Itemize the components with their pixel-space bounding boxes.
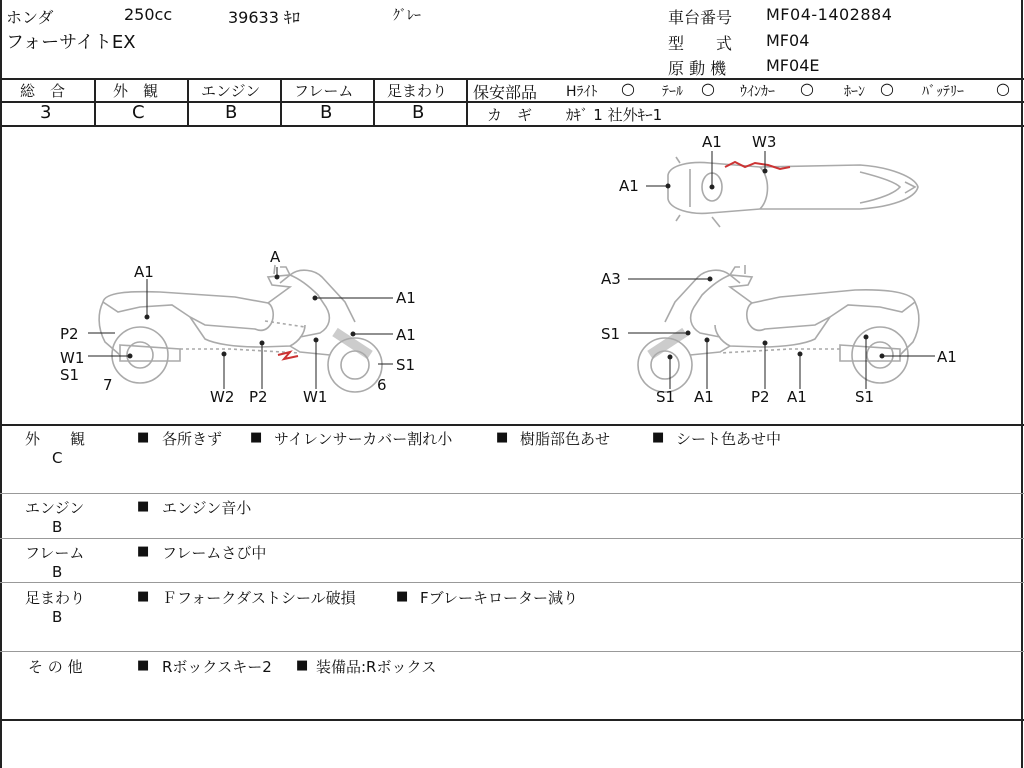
frame-no-label: 車台番号: [668, 8, 733, 27]
remark-item: 各所きず: [162, 430, 223, 448]
engine-value: MF04E: [766, 56, 820, 75]
type-label: 型 式: [668, 34, 733, 53]
safety-mark-tail: ○: [701, 79, 715, 98]
safety-mark-horn: ○: [880, 79, 894, 98]
bullet-icon: ■: [137, 589, 150, 604]
bullet-icon: ■: [137, 430, 150, 445]
safety-item-headlight: Hﾗｲﾄ: [566, 84, 598, 100]
diag-label-left-s1-front: S1: [396, 356, 416, 374]
displacement: 250cc: [124, 5, 173, 24]
grade-header-overall: 総 合: [20, 82, 66, 100]
diag-label-right-s1-rear: S1: [855, 388, 875, 406]
remark-category-frame: フレーム: [25, 544, 85, 562]
leader-lines: [88, 151, 935, 389]
safety-label: 保安部品: [473, 83, 538, 102]
remark-category-engine: エンジン: [25, 499, 85, 517]
remark-item: サイレンサーカバー割れ小: [274, 430, 453, 448]
model-name: フォーサイトEX: [6, 32, 136, 53]
grade-header-frame: フレーム: [294, 82, 354, 100]
bullet-icon: ■: [296, 658, 309, 673]
safety-mark-headlight: ○: [621, 79, 635, 98]
safety-item-winker: ｳｲﾝｶｰ: [740, 84, 775, 100]
safety-item-horn: ﾎｰﾝ: [844, 84, 865, 100]
grade-header-exterior: 外 観: [113, 82, 159, 100]
diag-label-top-a1-front: A1: [619, 177, 639, 195]
grade-exterior: C: [132, 102, 145, 123]
remark-item: 樹脂部色あせ: [520, 430, 611, 448]
color: ｸﾞﾚｰ: [393, 8, 421, 24]
remark-grade-exterior: C: [52, 449, 63, 467]
grade-engine: B: [225, 102, 238, 123]
safety-mark-battery: ○: [996, 79, 1010, 98]
keys-value: ｶｷﾞ 1 社外ｷｰ1: [566, 106, 663, 124]
diag-label-left-a-mirror: A: [270, 248, 281, 266]
diag-label-right-a1-body: A1: [787, 388, 807, 406]
remark-grade-suspension: B: [52, 608, 63, 626]
diag-label-left-a1-cowl: A1: [396, 289, 416, 307]
remark-grade-frame: B: [52, 563, 63, 581]
remark-category-other: そ の 他: [28, 658, 83, 676]
diag-label-left-a1-front: A1: [396, 326, 416, 344]
diag-label-left-w1-muffler: W1: [60, 349, 85, 367]
remark-item: Fブレーキローター減り: [420, 589, 579, 607]
scooter-top-view: [668, 157, 918, 227]
remark-category-suspension: 足まわり: [25, 589, 86, 607]
type-value: MF04: [766, 31, 810, 50]
frame-no: MF04-1402884: [766, 5, 893, 24]
scooter-right-view: [638, 265, 919, 392]
remark-item: シート色あせ中: [676, 430, 782, 448]
remark-category-exterior: 外 観: [25, 430, 86, 448]
bullet-icon: ■: [496, 430, 509, 445]
bullet-icon: ■: [137, 544, 150, 559]
grade-frame: B: [320, 102, 333, 123]
diag-label-left-6: 6: [377, 376, 387, 394]
keys-label: カ ギ: [487, 106, 533, 124]
remark-item: 装備品:Rボックス: [316, 658, 437, 676]
diag-label-right-p2: P2: [751, 388, 770, 406]
diag-label-right-s1-front: S1: [656, 388, 676, 406]
remark-item: エンジン音小: [162, 499, 252, 517]
bullet-icon: ■: [396, 589, 409, 604]
diag-label-right-a1-rear: A1: [937, 348, 957, 366]
safety-mark-winker: ○: [800, 79, 814, 98]
safety-item-battery: ﾊﾞｯﾃﾘｰ: [922, 84, 964, 100]
diag-label-top-w3: W3: [752, 133, 777, 151]
diag-label-left-p2: P2: [60, 325, 79, 343]
safety-item-tail: ﾃｰﾙ: [662, 84, 683, 100]
bullet-icon: ■: [652, 430, 665, 445]
remark-item: フレームさび中: [162, 544, 267, 562]
diag-label-left-a1-seat: A1: [134, 263, 154, 281]
bullet-icon: ■: [137, 658, 150, 673]
scooter-left-view: [99, 265, 382, 392]
diag-label-right-s1-fork: S1: [601, 325, 621, 343]
diag-label-top-a1-handle: A1: [702, 133, 722, 151]
diag-label-right-a1-front: A1: [694, 388, 714, 406]
diag-label-left-s1-rear: S1: [60, 366, 80, 384]
grade-overall: 3: [40, 102, 52, 123]
maker-name: ホンダ: [6, 8, 54, 27]
remark-item: Rボックスキー2: [162, 658, 272, 676]
grade-header-engine: エンジン: [201, 82, 261, 100]
mileage: 39633 ｷﾛ: [228, 8, 300, 27]
grade-header-suspension: 足まわり: [387, 82, 448, 100]
remark-grade-engine: B: [52, 518, 63, 536]
bullet-icon: ■: [250, 430, 263, 445]
diag-label-left-7: 7: [103, 376, 113, 394]
bullet-icon: ■: [137, 499, 150, 514]
diag-label-left-w2: W2: [210, 388, 235, 406]
engine-label: 原 動 機: [668, 59, 727, 78]
diag-label-left-w1-step: W1: [303, 388, 328, 406]
remark-item: Ｆフォークダストシール破損: [162, 589, 356, 607]
diag-label-right-a3: A3: [601, 270, 621, 288]
grade-suspension: B: [412, 102, 425, 123]
diag-label-left-p2-floor: P2: [249, 388, 268, 406]
